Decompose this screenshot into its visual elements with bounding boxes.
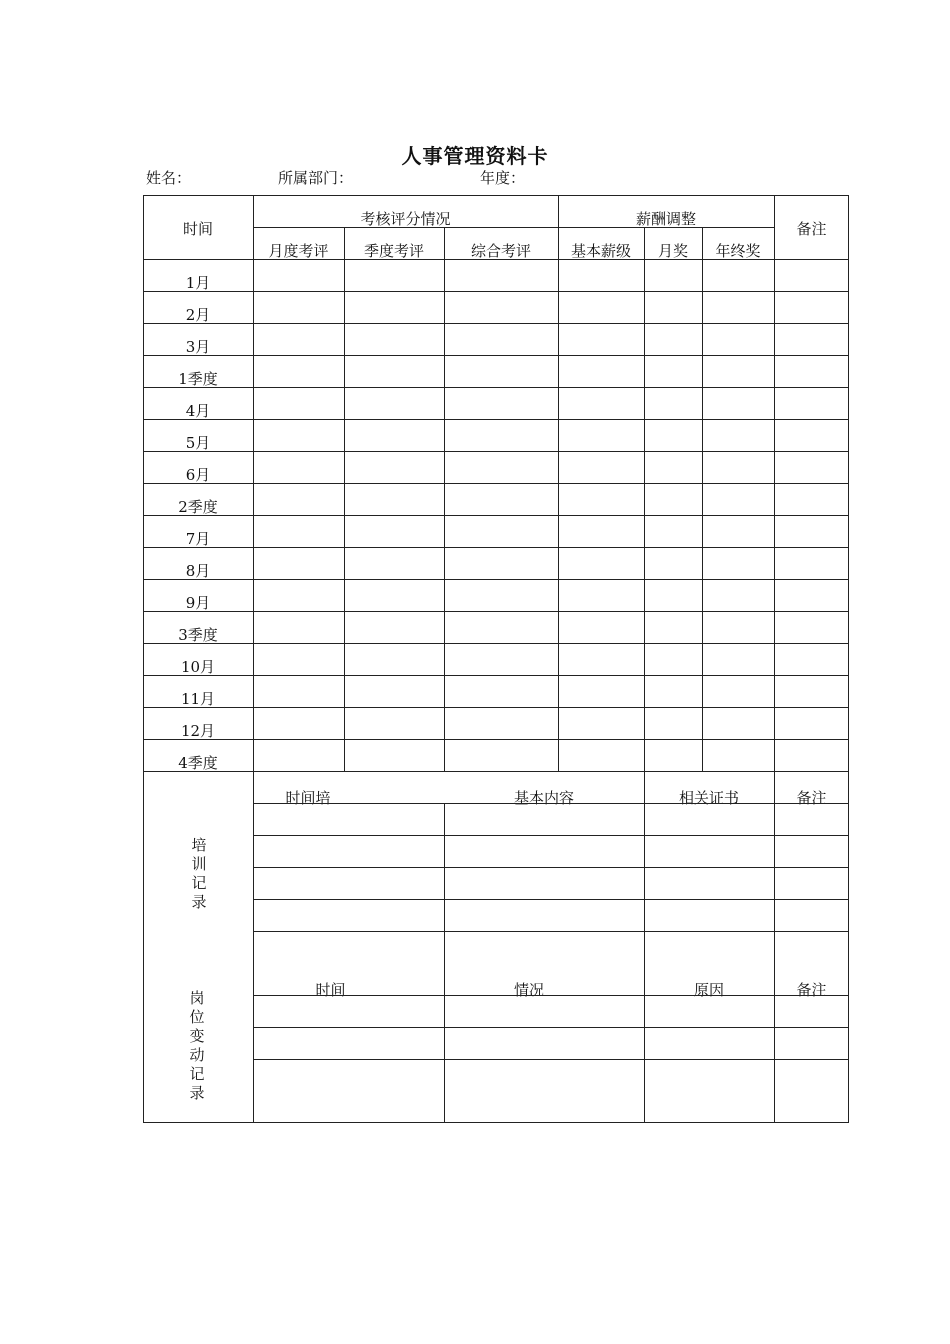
- department-label: 所属部门：: [278, 169, 354, 187]
- vertical-label-char: 记: [189, 1065, 205, 1083]
- base-salary-header: 基本薪级: [570, 242, 631, 260]
- transfer-record-label: [187, 989, 207, 1103]
- training-col-divider: [444, 803, 445, 963]
- row-label: 1月: [185, 274, 211, 292]
- record-table: [143, 195, 849, 1123]
- vertical-label-char: 录: [191, 893, 207, 911]
- row-label: 6月: [185, 466, 211, 484]
- training-row-divider: [253, 867, 849, 868]
- row-label: 1季度: [178, 370, 218, 388]
- training-row-divider: [253, 931, 849, 932]
- row-label: 2季度: [178, 498, 218, 516]
- row-label: 3季度: [178, 626, 218, 644]
- transfer-row-divider: [253, 1059, 849, 1060]
- transfer-col-remarks: 备注: [796, 981, 827, 999]
- training-row-divider: [253, 899, 849, 900]
- year-label: 年度：: [480, 169, 526, 187]
- transfer-col-reason: 原因: [693, 981, 724, 999]
- transfer-col-situation: 情况: [513, 981, 544, 999]
- vertical-label-char: 记: [191, 874, 207, 892]
- training-col-divider: [644, 803, 645, 963]
- row-label: 3月: [185, 338, 211, 356]
- year-end-bonus-header: 年终奖: [715, 242, 761, 260]
- monthly-bonus-header: 月奖: [657, 242, 688, 260]
- vertical-label-char: 变: [189, 1027, 205, 1045]
- transfer-row-divider: [253, 1027, 849, 1028]
- vertical-label-char: 位: [189, 1008, 205, 1026]
- training-col-remarks: 备注: [796, 789, 827, 807]
- transfer-row-divider: [253, 995, 849, 996]
- row-label: 10月: [180, 658, 216, 676]
- row-label: 5月: [185, 434, 211, 452]
- training-col-divider: [644, 771, 645, 803]
- vertical-label-char: 训: [191, 855, 207, 873]
- vertical-label-char: 动: [189, 1046, 205, 1064]
- training-record-label: [189, 836, 209, 912]
- transfer-col-divider: [444, 963, 445, 1122]
- vertical-label-char: 录: [189, 1084, 205, 1102]
- training-row-divider: [253, 835, 849, 836]
- salary-group-header: 薪酬调整: [635, 210, 696, 228]
- column-divider: [702, 227, 703, 771]
- table-bottom-border: [143, 1122, 849, 1123]
- row-label: 12月: [180, 722, 216, 740]
- training-row-divider: [253, 803, 849, 804]
- quarterly-eval-header: 季度考评: [363, 242, 424, 260]
- table-top-border: [143, 195, 849, 196]
- column-divider: [644, 227, 645, 771]
- training-col-certificate: 相关证书: [678, 789, 739, 807]
- monthly-eval-header: 月度考评: [268, 242, 329, 260]
- row-label: 7月: [185, 530, 211, 548]
- name-label: 姓名：: [146, 169, 192, 187]
- page-title: 人事管理资料卡: [401, 144, 549, 168]
- row-label: 11月: [180, 690, 216, 708]
- training-col-content: 基本内容: [513, 789, 574, 807]
- vertical-label-char: 岗: [189, 989, 205, 1007]
- column-divider: [344, 227, 345, 771]
- time-header: 时间: [182, 220, 213, 238]
- row-label: 8月: [185, 562, 211, 580]
- transfer-col-time: 时间: [315, 981, 346, 999]
- assessment-group-header: 考核评分情况: [360, 210, 451, 228]
- training-col-time: 时间培: [285, 789, 331, 807]
- overall-eval-header: 综合考评: [470, 242, 531, 260]
- row-label: 9月: [185, 594, 211, 612]
- row-label: 4季度: [178, 754, 218, 772]
- transfer-col-divider: [644, 963, 645, 1122]
- column-divider: [444, 227, 445, 771]
- remarks-header: 备注: [796, 220, 827, 238]
- row-label: 2月: [185, 306, 211, 324]
- row-label: 4月: [185, 402, 211, 420]
- vertical-label-char: 培: [191, 836, 207, 854]
